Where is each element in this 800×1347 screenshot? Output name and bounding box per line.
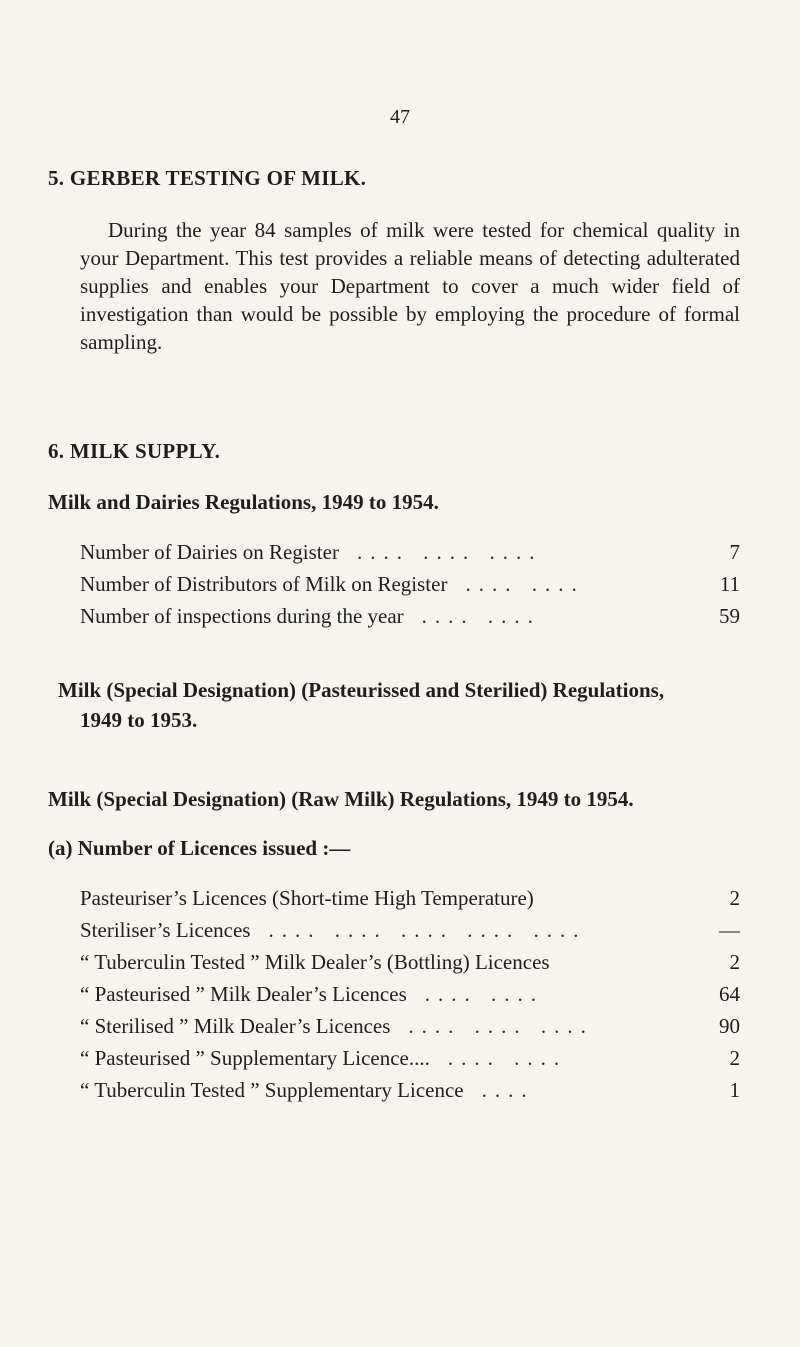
licence-row	[80, 918, 740, 943]
register-row-value: 7	[729, 540, 740, 564]
licence-row	[80, 950, 740, 975]
register-row-dairies	[80, 540, 740, 565]
licence-row-label: “ Tuberculin Tested ” Milk Dealer’s (Bottling) Licences	[80, 950, 550, 974]
leader-dots: .... .... ....	[356, 540, 543, 564]
leader-dots: .... ....	[421, 604, 541, 628]
licence-row-label: “ Pasteurised ” Milk Dealer’s Licences	[80, 982, 407, 1006]
section-5-heading: 5. GERBER TESTING OF MILK.	[48, 166, 367, 190]
licence-row	[80, 1014, 740, 1039]
licence-row-label: “ Tuberculin Tested ” Supplementary Licence	[80, 1078, 464, 1102]
section-5-paragraph: During the year 84 samples of milk were tested for chemical quality in your Department. This test provides a reliable means of detecting adulterated supplies and enables your Department to cover a much wider field of investigation than would be possible by employing the procedure of formal sampling.	[80, 218, 740, 354]
licence-row-label: “ Sterilised ” Milk Dealer’s Licences	[80, 1014, 391, 1038]
licence-row-value: 2	[729, 1046, 740, 1070]
register-row-label: Number of inspections during the year	[80, 604, 404, 628]
licence-row-label: Pasteuriser’s Licences (Short-time High Temperature)	[80, 886, 534, 910]
licence-row	[80, 1046, 740, 1071]
raw-milk-regulations-heading: Milk (Special Designation) (Raw Milk) Regulations, 1949 to 1954.	[48, 787, 634, 811]
leader-dots: .... .... .... .... ....	[268, 918, 587, 942]
licence-row-value: 2	[729, 886, 740, 910]
leader-dots: .... ....	[465, 572, 585, 596]
register-row-value: 11	[719, 572, 740, 596]
milk-dairies-regulations-heading: Milk and Dairies Regulations, 1949 to 1954.	[48, 490, 439, 514]
licence-row-value: 90	[719, 1014, 740, 1038]
licence-row	[80, 982, 740, 1007]
leader-dots: .... ....	[424, 982, 544, 1006]
licence-row-value: —	[719, 918, 740, 942]
licence-row	[80, 1078, 740, 1103]
licences-issued-heading: (a) Number of Licences issued :—	[48, 836, 351, 860]
licence-row-value: 1	[729, 1078, 740, 1102]
licence-row-value: 64	[719, 982, 740, 1006]
page-number: 47	[390, 106, 410, 128]
leader-dots: .... ....	[447, 1046, 568, 1070]
leader-dots: .... .... ....	[408, 1014, 594, 1038]
pasteurised-regulations-line-2: 1949 to 1953.	[80, 708, 198, 732]
register-row-label: Number of Distributors of Milk on Register	[80, 572, 448, 596]
licence-row-label: “ Pasteurised ” Supplementary Licence....	[80, 1046, 430, 1070]
register-row-value: 59	[719, 604, 740, 628]
register-row-inspections	[80, 604, 740, 629]
pasteurised-regulations-line-1: Milk (Special Designation) (Pasteurissed and Sterilied) Regulations,	[58, 678, 665, 702]
leader-dots: ....	[481, 1078, 535, 1102]
section-6-heading: 6. MILK SUPPLY.	[48, 439, 221, 463]
licence-row-value: 2	[729, 950, 740, 974]
register-row-label: Number of Dairies on Register	[80, 540, 339, 564]
register-row-distributors	[80, 572, 740, 597]
licence-row	[80, 886, 740, 911]
licence-row-label: Steriliser’s Licences	[80, 918, 251, 942]
